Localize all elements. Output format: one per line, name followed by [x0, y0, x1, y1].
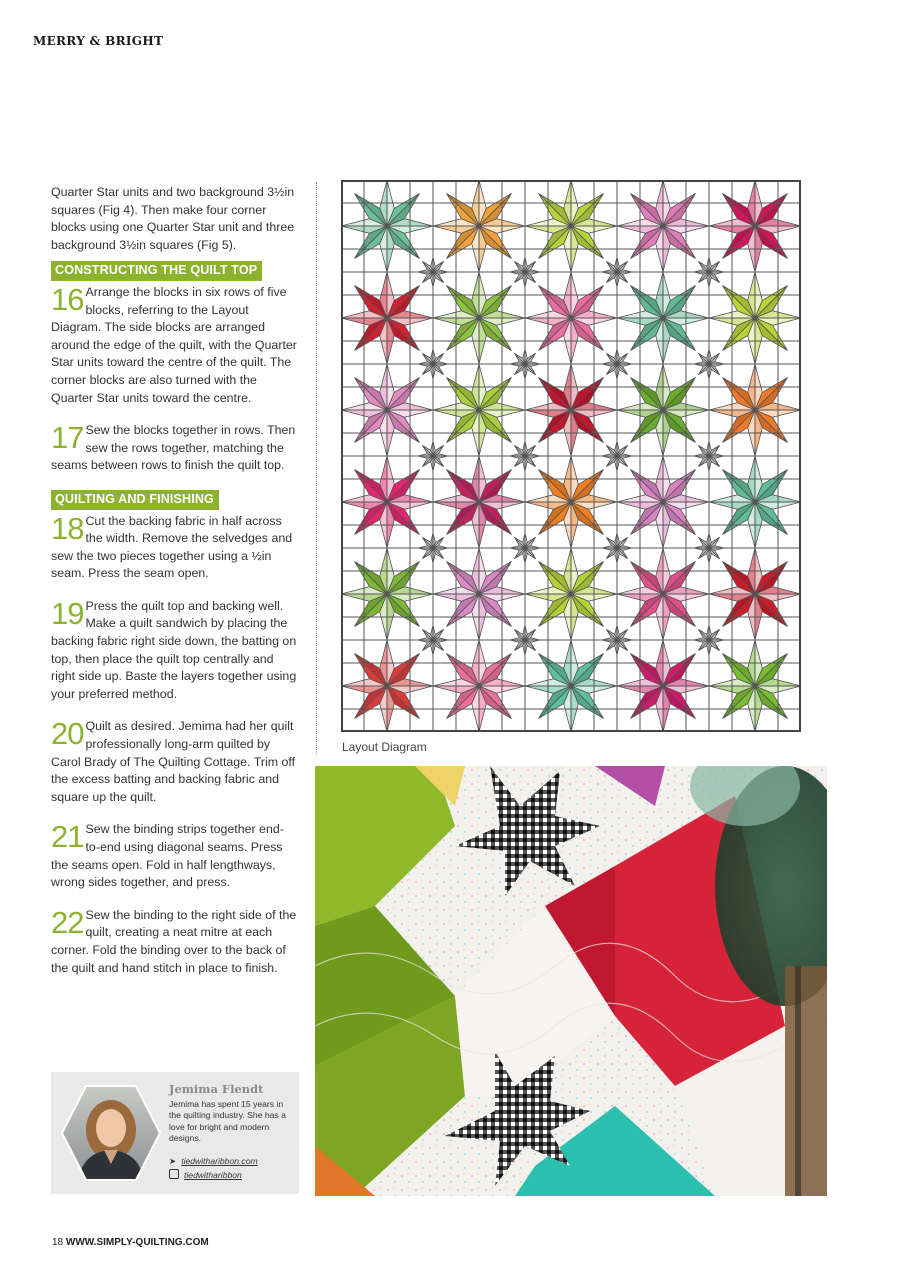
step-text: Quilt as desired. Jemima had her quilt professionally long-arm quilted by Carol Brady of The Quilting Cottage. Trim off the excess batting and backing fabric and square up the quilt. — [51, 719, 296, 804]
website-url: WWW.SIMPLY-QUILTING.COM — [65, 1237, 209, 1248]
instagram-icon — [169, 1169, 179, 1179]
step-number: 20 — [51, 716, 84, 752]
quilt-photo — [315, 766, 827, 1196]
cursor-icon: ➤ — [169, 1156, 177, 1166]
layout-diagram — [341, 180, 801, 732]
author-description: Jemima has spent 15 years in the quilting industry. She has a love for bright and modern designs. — [169, 1099, 286, 1144]
step-19 — [51, 595, 297, 704]
section-heading: QUILTING AND FINISHING — [51, 490, 219, 510]
page-number: 18 — [52, 1237, 64, 1248]
step-text: Press the quilt top and backing well. Make a quilt sandwich by placing the backing fabric right side down, the batting on top, then place the quilt top centrally and right side up. Baste the layers together using your preferred method. — [51, 598, 297, 701]
instagram-link[interactable] — [169, 1169, 242, 1180]
step-21 — [51, 821, 297, 891]
step-20 — [51, 718, 297, 806]
step-text: Sew the blocks together in rows. Then sew the rows together, matching the seams between rows to finish the quilt top. — [51, 423, 296, 473]
instagram-text: tiedwitharibbon — [184, 1170, 242, 1180]
step-17 — [51, 422, 297, 475]
step-22 — [51, 904, 297, 977]
intro-paragraph: Quarter Star units and two background 3½in squares (Fig 4). Then make four corner blocks using one Quarter Star unit and three background 3½in squares (Fig 5). — [51, 185, 295, 252]
step-text: Cut the backing fabric in half across the width. Remove the selvedges and sew the two pieces together using a ½in seam. Press the seam open. — [51, 513, 293, 581]
section-quilting — [51, 490, 297, 977]
avatar — [60, 1084, 162, 1182]
step-text: Arrange the blocks in six rows of five blocks, referring to the Layout Diagram. The side blocks are arranged around the edge of the quilt, with the Quarter Star units toward the centre of the quilt. The corner blocks are also turned with the Quarter Star units toward the centre. — [51, 284, 297, 405]
instructions-column — [51, 184, 297, 992]
website-link[interactable] — [169, 1156, 258, 1167]
section-heading: CONSTRUCTING THE QUILT TOP — [51, 261, 262, 281]
author-name: Jemima Flendt — [169, 1082, 264, 1096]
step-number: 18 — [51, 510, 84, 546]
step-number: 17 — [51, 420, 84, 456]
section-constructing — [51, 261, 297, 475]
step-number: 19 — [51, 595, 84, 631]
step-text: Sew the binding to the right side of the quilt, creating a neat mitre at each corner. Fold the binding over to the back of the quilt and hand stitch in place to finish. — [51, 907, 297, 975]
page-footer — [52, 1237, 209, 1248]
website-text: tiedwitharibbon.com — [181, 1156, 258, 1166]
column-divider — [316, 182, 317, 754]
author-bio-box — [51, 1072, 299, 1194]
section-header: MERRY & BRIGHT — [33, 34, 164, 48]
step-number: 22 — [51, 904, 84, 940]
step-number: 16 — [51, 281, 84, 317]
step-number: 21 — [51, 819, 84, 855]
step-18 — [51, 510, 297, 583]
step-text: Sew the binding strips together end-to-end using diagonal seams. Press the seams open. Fold in half lengthways, wrong sides together, and press. — [51, 822, 284, 890]
layout-diagram-caption: Layout Diagram — [342, 740, 427, 754]
step-16 — [51, 281, 297, 407]
